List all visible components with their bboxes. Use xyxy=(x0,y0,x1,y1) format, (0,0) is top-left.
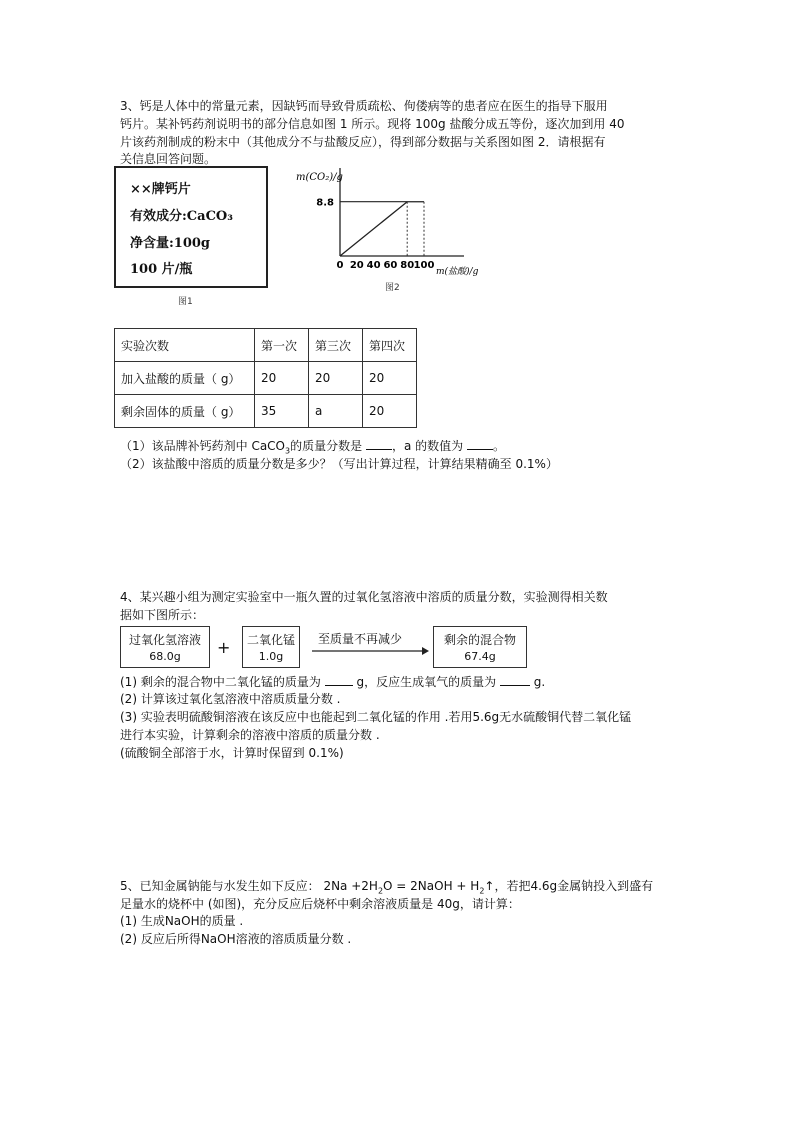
arrow-label: 至质量不再减少 xyxy=(318,632,403,646)
q5-text-c: ↑，若把4.6g金属钠投入到盛有 xyxy=(484,879,654,893)
label-brand: ××牌钙片 xyxy=(130,182,191,197)
answer-blank[interactable] xyxy=(467,449,493,450)
q4-subquestion-1 xyxy=(120,674,545,690)
box-value: 68.0g xyxy=(149,650,181,663)
table-cell: 20 xyxy=(255,362,309,395)
y-tick-label: 8.8 xyxy=(316,197,334,209)
q5-text-b: O = 2NaOH + H xyxy=(383,879,480,893)
label-count: 100 片/瓶 xyxy=(130,262,193,277)
label-net-content: 净含量:100g xyxy=(130,236,211,251)
q5-subscript: 2 xyxy=(479,886,485,896)
label-ingredient: 有效成分:CaCO₃ xyxy=(130,209,233,224)
experiment-table xyxy=(114,328,417,428)
q3-text-line-2: 钙片。某补钙药剂说明书的部分信息如图 1 所示。现将 100g 盐酸分成五等份，逐次加到用 40 xyxy=(120,117,625,131)
figure-2-caption: 图2 xyxy=(385,283,400,293)
q3-subquestion-2: （2）该盐酸中溶质的质量分数是多少？（写出计算过程，计算结果精确至 0.1%） xyxy=(120,457,558,471)
table-row xyxy=(115,362,417,395)
q5-text: 5、已知金属钠能与水发生如下反应： 2Na +2H xyxy=(120,879,378,893)
q4-subquestion-3-line-3: (硫酸铜全部溶于水，计算时保留到 0.1%) xyxy=(120,746,344,760)
q3-sub1-text-c: ，a 的数值为 xyxy=(391,439,464,453)
q4-sub1-text-b: g，反应生成氧气的质量为 xyxy=(356,675,497,689)
table-cell: 加入盐酸的质量（ g） xyxy=(115,362,255,395)
box-title: 过氧化氢溶液 xyxy=(128,633,201,647)
q4-text-line-2: 据如下图所示： xyxy=(120,608,205,622)
box-value: 1.0g xyxy=(258,650,284,663)
q5-subquestion-2: (2) 反应后所得NaOH溶液的溶质质量分数 . xyxy=(120,932,352,946)
x-tick-label: 40 xyxy=(366,260,381,271)
q3-sub1-text-d: 。 xyxy=(492,439,505,453)
x-tick-label: 80 xyxy=(400,260,415,271)
table-header-row xyxy=(115,329,417,362)
box-title: 剩余的混合物 xyxy=(443,633,516,647)
table-cell: 20 xyxy=(363,362,417,395)
x-tick-label: 20 xyxy=(349,260,364,271)
q5-text-line-2: 足量水的烧杯中 (如图)，充分反应后烧杯中剩余溶液质量是 40g，请计算： xyxy=(120,897,520,911)
answer-blank[interactable] xyxy=(500,685,530,686)
q3-sub1-text-b: 的质量分数是 xyxy=(290,439,363,453)
table-row xyxy=(115,395,417,428)
q3-text-line-1: 3、钙是人体中的常量元素，因缺钙而导致骨质疏松、佝偻病等的患者应在医生的指导下服用 xyxy=(120,99,608,113)
x-tick-label: 100 xyxy=(413,260,435,271)
table-cell: 20 xyxy=(309,362,363,395)
q5-subscript: 2 xyxy=(377,886,384,896)
answer-blank[interactable] xyxy=(366,449,392,450)
table-header-cell: 第三次 xyxy=(309,329,363,362)
x-axis-label: m(盐酸)/g xyxy=(436,267,479,277)
table-cell: 35 xyxy=(255,395,309,428)
table-header-cell: 第四次 xyxy=(363,329,417,362)
reaction-arrow xyxy=(310,645,430,657)
q3-sub1-text: （1）该品牌补钙药剂中 CaCO xyxy=(120,439,286,453)
remaining-mixture-box xyxy=(433,626,527,668)
product-label-figure xyxy=(114,166,268,288)
q4-sub1-text-c: g. xyxy=(533,675,546,689)
co2-chart xyxy=(290,168,490,288)
q3-sub1-subscript: 3 xyxy=(285,446,291,456)
box-value: 67.4g xyxy=(464,650,496,663)
plus-sign: + xyxy=(217,638,231,657)
mno2-box xyxy=(242,626,300,668)
x-tick-label: 60 xyxy=(383,260,398,271)
q3-text-line-4: 关信息回答问题。 xyxy=(120,152,217,166)
table-cell: 剩余固体的质量（ g） xyxy=(115,395,255,428)
answer-blank[interactable] xyxy=(325,685,353,686)
q4-subquestion-3-line-2: 进行本实验，计算剩余的溶液中溶质的质量分数 . xyxy=(120,728,380,742)
table-cell: 20 xyxy=(363,395,417,428)
figure-1-caption: 图1 xyxy=(178,297,193,307)
y-axis-label: m(CO₂)/g xyxy=(296,172,343,183)
x-tick-label: 0 xyxy=(336,260,344,271)
table-cell: a xyxy=(309,395,363,428)
q4-text-line-1: 4、某兴趣小组为测定实验室中一瓶久置的过氧化氢溶液中溶质的质量分数，实验测得相关数 xyxy=(120,590,608,604)
box-title: 二氧化锰 xyxy=(246,633,295,647)
q4-subquestion-3-line-1: (3) 实验表明硫酸铜溶液在该反应中也能起到二氧化锰的作用 .若用5.6g无水硫酸铜代替二氧化锰 xyxy=(120,710,632,724)
table-header-cell: 实验次数 xyxy=(115,329,255,362)
q4-sub1-text: (1) 剩余的混合物中二氧化锰的质量为 xyxy=(120,675,321,689)
h2o2-solution-box xyxy=(120,626,210,668)
q3-text-line-3: 片该药剂制成的粉末中（其他成分不与盐酸反应），得到部分数据与关系图如图 2．请根据有 xyxy=(120,135,606,149)
table-header-cell: 第一次 xyxy=(255,329,309,362)
q4-subquestion-2: (2) 计算该过氧化氢溶液中溶质质量分数 . xyxy=(120,692,341,706)
series-line xyxy=(340,202,424,256)
q5-subquestion-1: (1) 生成NaOH的质量 . xyxy=(120,914,244,928)
